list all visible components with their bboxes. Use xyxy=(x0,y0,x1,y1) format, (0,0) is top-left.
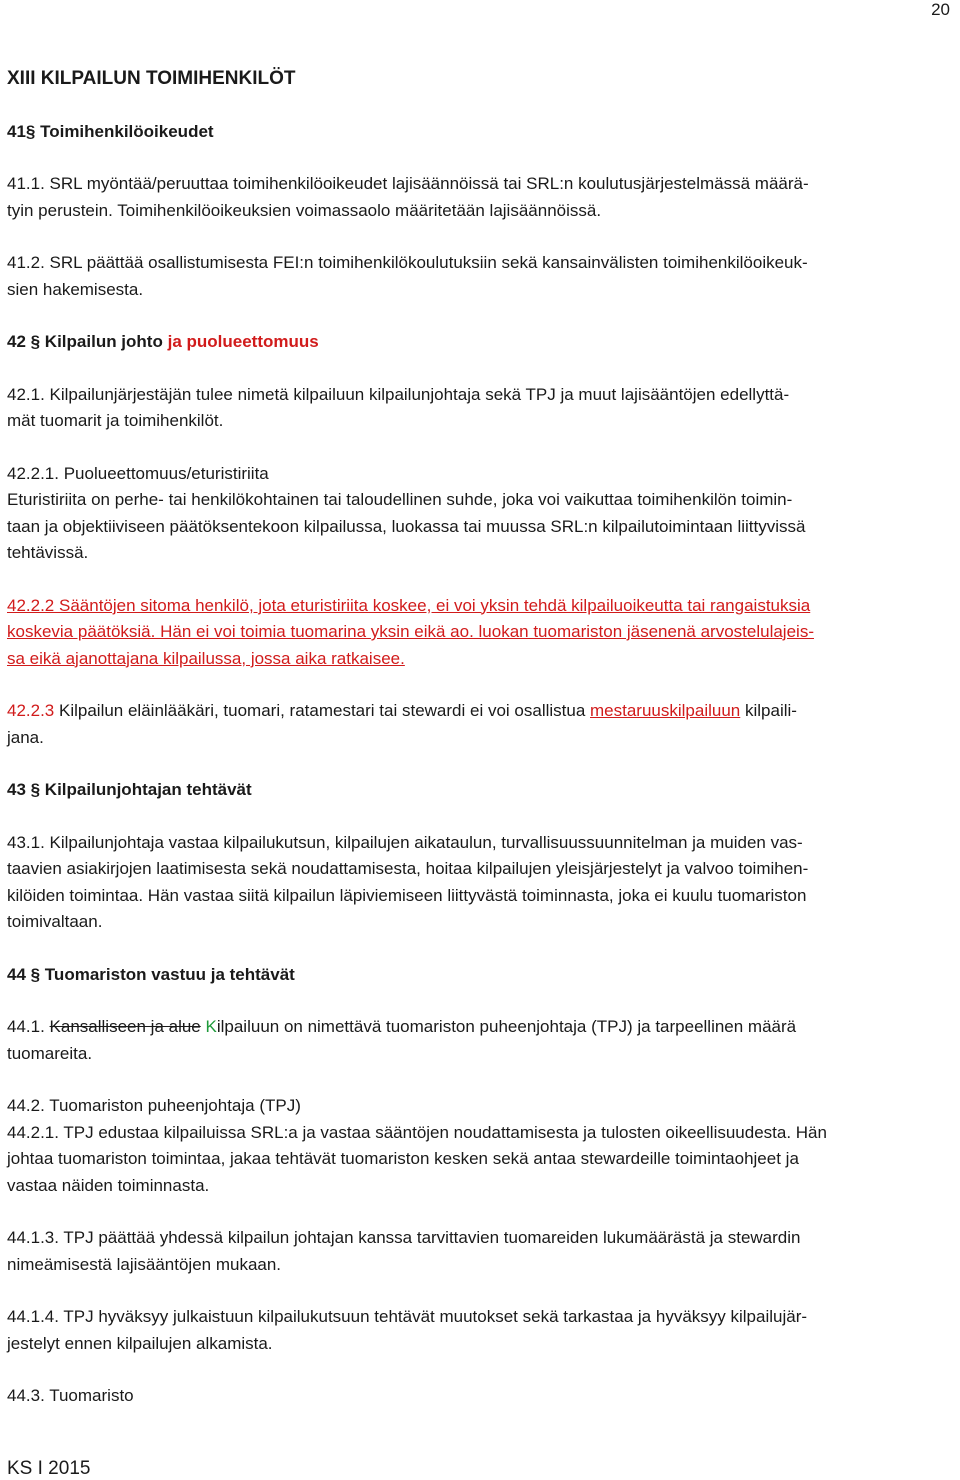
paragraph-line: toimivaltaan. xyxy=(7,912,103,931)
paragraph-line: Eturistiriita on perhe- tai henkilökohtainen tai taloudellinen suhde, joka voi vaikuttaa toimihenkilön toimin- xyxy=(7,490,793,509)
paragraph-line: johtaa tuomariston toimintaa, jakaa tehtävät tuomariston kesken sekä antaa stewardeille toimintaohjeet ja xyxy=(7,1149,799,1168)
section-42-heading-black: 42 § Kilpailun johto xyxy=(7,332,163,351)
paragraph-42-2-3 xyxy=(7,698,953,751)
paragraph-line: tehtävissä. xyxy=(7,543,89,562)
chapter-title: XIII KILPAILUN TOIMIHENKILÖT xyxy=(7,68,296,89)
paragraph-line: taan ja objektiiviseen päätöksentekoon kilpailussa, luokassa tai muussa SRL:n kilpailutoimintaan liittyvissä xyxy=(7,516,806,536)
paragraph-line: tuomareita. xyxy=(7,1043,93,1063)
paragraph-42-2-2 xyxy=(7,593,953,673)
paragraph-title: 42.2.1. Puolueettomuus/eturistiriita xyxy=(7,463,269,483)
paragraph-line: vastaa näiden toiminnasta. xyxy=(7,1175,210,1195)
paragraph-line: taavien asiakirjojen laatimisesta sekä noudattamisesta, hoitaa kilpailujen yleisjärjestelyt ja valvoo toimihen- xyxy=(7,859,809,878)
paragraph-line: mät tuomarit ja toimihenkilöt. xyxy=(7,411,224,430)
paragraph-line: sa eikä ajanottajana kilpailussa, jossa aika ratkaisee. xyxy=(7,648,405,668)
paragraph-number: 42.2.3 xyxy=(7,701,55,720)
paragraph-41-1 xyxy=(7,171,953,224)
document-body xyxy=(7,66,953,1410)
paragraph-line: jana. xyxy=(7,727,44,747)
paragraph-title: 44.2. Tuomariston puheenjohtaja (TPJ) xyxy=(7,1096,301,1115)
paragraph-line: nimeämisestä lajisääntöjen mukaan. xyxy=(7,1254,282,1274)
paragraph-line: jestelyt ennen kilpailujen alkamista. xyxy=(7,1333,273,1353)
inserted-letter: K xyxy=(205,1017,217,1036)
paragraph-line xyxy=(7,1014,953,1041)
paragraph-line: 41.1. SRL myöntää/peruuttaa toimihenkilöoikeudet lajisäännöissä tai SRL:n koulutusjärjestelmässä määrä- xyxy=(7,174,809,193)
section-41-heading: 41§ Toimihenkilöoikeudet xyxy=(7,121,214,141)
paragraph-line: koskevia päätöksiä. Hän ei voi toimia tuomarina yksin eikä ao. luokan tuomariston jäsenenä arvostelulajeis- xyxy=(7,622,814,641)
paragraph-44-1-4 xyxy=(7,1304,953,1357)
paragraph-text: kilpaili- xyxy=(740,701,797,720)
section-44-heading: 44 § Tuomariston vastuu ja tehtävät xyxy=(7,964,295,984)
paragraph-44-3: 44.3. Tuomaristo xyxy=(7,1386,134,1405)
paragraph-text: ilpailuun on nimettävä tuomariston puheenjohtaja (TPJ) ja tarpeellinen määrä xyxy=(216,1017,797,1036)
paragraph-line: tyin perustein. Toimihenkilöoikeuksien voimassaolo määritetään lajisäännöissä. xyxy=(7,200,602,220)
paragraph-text: Kilpailun eläinlääkäri, tuomari, ratamestari tai stewardi ei voi osallistua xyxy=(54,701,591,720)
paragraph-line: 44.2.1. TPJ edustaa kilpailuissa SRL:a ja vastaa sääntöjen noudattamisesta ja tulosten oikeellisuudesta. Hän xyxy=(7,1122,827,1142)
paragraph-line: 42.2.2 Sääntöjen sitoma henkilö, jota eturistiriita koskee, ei voi yksin tehdä kilpailuoikeutta tai rangaistuksia xyxy=(7,595,811,615)
paragraph-41-2 xyxy=(7,250,953,303)
section-42-heading xyxy=(7,329,953,356)
paragraph-line: sien hakemisesta. xyxy=(7,279,144,299)
paragraph-line: 44.1.3. TPJ päättää yhdessä kilpailun johtajan kanssa tarvittavien tuomareiden lukumäärästä ja stewardin xyxy=(7,1228,801,1247)
page-number: 20 xyxy=(931,0,950,19)
paragraph-line xyxy=(7,698,953,725)
paragraph-44-2 xyxy=(7,1093,953,1199)
section-42-heading-red: ja puolueettomuus xyxy=(167,332,319,351)
paragraph-44-1-3 xyxy=(7,1225,953,1278)
section-43-heading: 43 § Kilpailunjohtajan tehtävät xyxy=(7,780,252,799)
paragraph-number: 44.1. xyxy=(7,1017,50,1036)
paragraph-line: kilöiden toimintaa. Hän vastaa siitä kilpailun läpiviemiseen liittyvästä toiminnasta, joka ei kuulu tuomariston xyxy=(7,885,807,905)
deleted-text: Kansalliseen ja alue xyxy=(49,1017,201,1036)
paragraph-42-1 xyxy=(7,382,953,435)
paragraph-43-1 xyxy=(7,830,953,936)
paragraph-44-1 xyxy=(7,1014,953,1067)
paragraph-42-2-1 xyxy=(7,461,953,567)
paragraph-line: 43.1. Kilpailunjohtaja vastaa kilpailukutsun, kilpailujen aikataulun, turvallisuussuunnitelman ja muiden vas- xyxy=(7,832,803,852)
paragraph-line: 42.1. Kilpailunjärjestäjän tulee nimetä kilpailuun kilpailunjohtaja sekä TPJ ja muut lajisääntöjen edellyttä- xyxy=(7,384,790,404)
paragraph-line: 41.2. SRL päättää osallistumisesta FEI:n toimihenkilökoulutuksiin sekä kansainvälisten toimihenkilöoikeuk- xyxy=(7,253,808,272)
footer-label: KS I 2015 xyxy=(7,1458,91,1479)
paragraph-line: 44.1.4. TPJ hyväksyy julkaistuun kilpailukutsuun tehtävät muutokset sekä tarkastaa ja hyväksyy kilpailujär- xyxy=(7,1307,808,1326)
inserted-term: mestaruuskilpailuun xyxy=(590,701,741,720)
